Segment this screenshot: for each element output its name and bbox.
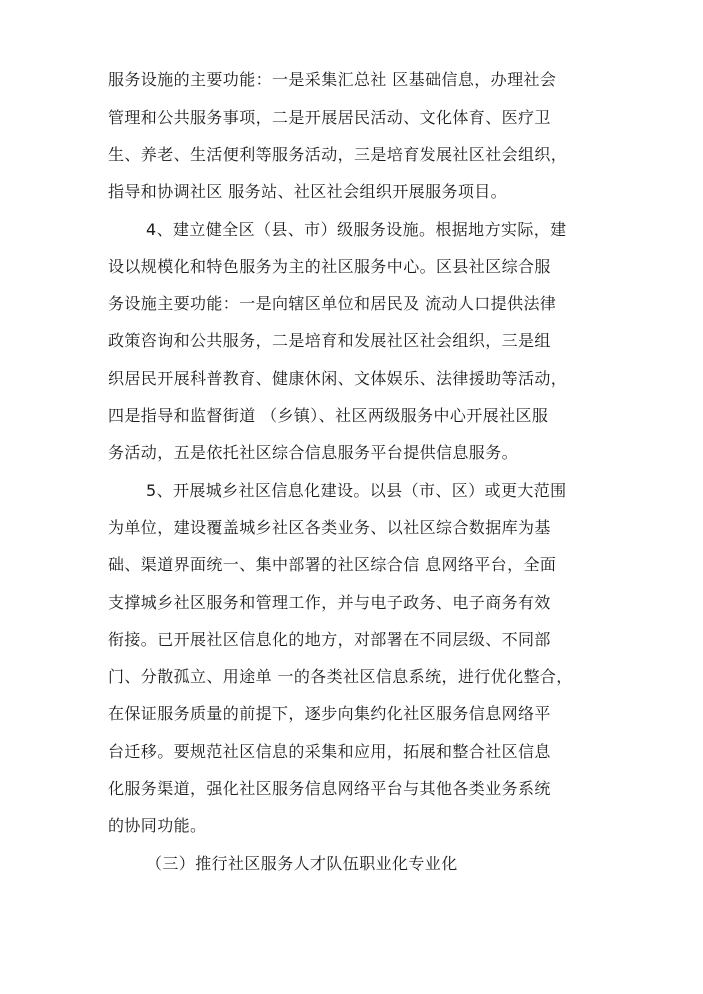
text-line: 在保证服务质量的前提下，逐步向集约化社区服务信息网络平 xyxy=(108,704,551,723)
text-line: 为单位，建设覆盖城乡社区各类业务、以社区综合数据库为基 xyxy=(108,518,551,537)
text-line: 管理和公共服务事项，二是开展居民活动、文化体育、医疗卫 xyxy=(108,108,551,127)
text-line: 务活动，五是依托社区综合信息服务平台提供信息服务。 xyxy=(108,443,519,462)
text-line: 指导和协调社区 服务站、社区社会组织开展服务项目。 xyxy=(108,182,508,201)
text-line: 4、建立健全区（县、市）级服务设施。根据地方实际，建 xyxy=(146,220,567,239)
text-line: 务设施主要功能：一是向辖区单位和居民及 流动人口提供法律 xyxy=(108,294,557,313)
text-line: 门、分散孤立、用途单 一的各类社区信息系统，进行优化整合， xyxy=(108,667,573,686)
text-line: 生、养老、生活便利等服务活动，三是培育发展社区社会组织， xyxy=(108,145,568,164)
text-line: 础、渠道界面统一、集中部署的社区综合信 息网络平台，全面 xyxy=(108,555,557,574)
text-line: 四是指导和监督街道 （乡镇）、社区两级服务中心开展社区服 xyxy=(108,406,549,425)
section-heading: （三）推行社区服务人才队伍职业化专业化 xyxy=(146,854,458,873)
text-line: 台迁移。要规范社区信息的采集和应用，拓展和整合社区信息 xyxy=(108,742,551,761)
text-line: 支撑城乡社区服务和管理工作，并与电子政务、电子商务有效 xyxy=(108,593,551,612)
text-line: 织居民开展科普教育、健康休闲、文体娱乐、法律援助等活动， xyxy=(108,369,568,388)
text-line: 的协同功能。 xyxy=(108,816,207,835)
text-line: 政策咨询和公共服务，二是培育和发展社区社会组织，三是组 xyxy=(108,331,551,350)
text-line: 服务设施的主要功能：一是采集汇总社 区基础信息，办理社会 xyxy=(108,70,557,89)
text-line: 5、开展城乡社区信息化建设。以县（市、区）或更大范围 xyxy=(146,481,567,500)
text-line: 化服务渠道，强化社区服务信息网络平台与其他各类业务系统 xyxy=(108,779,551,798)
text-line: 设以规模化和特色服务为主的社区服务中心。区县社区综合服 xyxy=(108,257,551,276)
text-line: 衔接。已开展社区信息化的地方，对部署在不同层级、不同部 xyxy=(108,630,551,649)
